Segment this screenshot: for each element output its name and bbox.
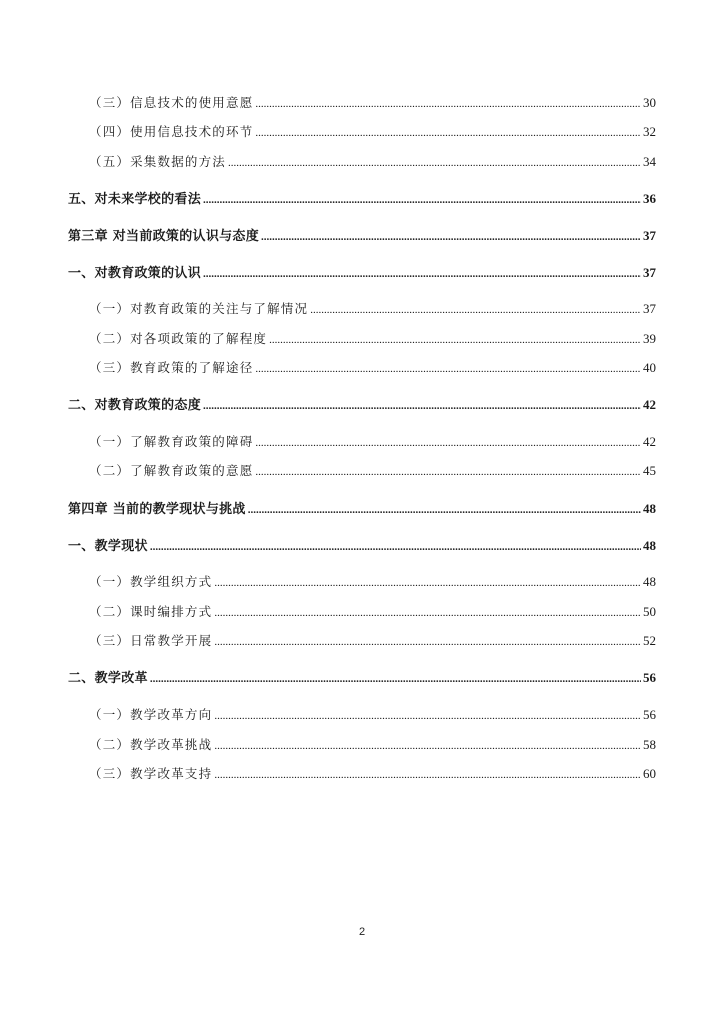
- toc-entry-title: 二、教学改革: [68, 671, 148, 686]
- toc-entry-title: 二、对教育政策的态度: [68, 398, 202, 413]
- toc-page-number: 52: [643, 633, 656, 648]
- toc-page-number: 37: [643, 301, 656, 316]
- toc-entry-title: （一）教学组织方式: [89, 574, 213, 589]
- toc-entry-title: （三）教育政策的了解途径: [89, 360, 254, 375]
- toc-entry[interactable]: [89, 602, 656, 622]
- toc-entry[interactable]: [89, 735, 656, 755]
- toc-leader-dots: [203, 263, 641, 284]
- toc-page-number: 36: [643, 191, 656, 206]
- toc-leader-dots: [203, 395, 641, 416]
- toc-page-number: 37: [643, 228, 656, 243]
- toc-leader-dots: [248, 499, 641, 520]
- toc-leader-dots: [150, 536, 641, 557]
- toc-entry-title: （四）使用信息技术的环节: [89, 124, 254, 139]
- toc-entry-title: （二）课时编排方式: [89, 604, 213, 619]
- toc-entry[interactable]: [89, 358, 656, 378]
- toc-entry-title: 第四章 当前的教学现状与挑战: [68, 502, 246, 517]
- toc-entry-title: 一、对教育政策的认识: [68, 266, 202, 281]
- toc-leader-dots: [255, 432, 641, 453]
- toc-entry-title: （一）了解教育政策的障碍: [89, 434, 254, 449]
- toc-entry[interactable]: [89, 122, 656, 142]
- toc-entry[interactable]: [68, 395, 656, 415]
- toc-leader-dots: [269, 329, 641, 350]
- toc-page-number: 45: [643, 463, 656, 478]
- toc-entry[interactable]: [68, 499, 656, 519]
- toc-leader-dots: [255, 93, 641, 114]
- toc-leader-dots: [214, 572, 641, 593]
- toc-entry-title: 第三章 对当前政策的认识与态度: [68, 229, 260, 244]
- toc-entry-title: （二）对各项政策的了解程度: [89, 331, 268, 346]
- toc-entry[interactable]: [89, 299, 656, 319]
- toc-page-number: 56: [643, 670, 656, 685]
- toc-entry[interactable]: [89, 764, 656, 784]
- toc-leader-dots: [214, 735, 641, 756]
- toc-entry[interactable]: [68, 668, 656, 688]
- toc-page-number: 48: [643, 501, 656, 516]
- toc-page-number: 50: [643, 604, 656, 619]
- toc-entry-title: （一）对教育政策的关注与了解情况: [89, 301, 309, 316]
- toc-entry-title: （二）了解教育政策的意愿: [89, 463, 254, 478]
- toc-entry-title: （一）教学改革方向: [89, 707, 213, 722]
- page-number-footer: 2: [358, 926, 366, 938]
- toc-leader-dots: [261, 226, 641, 247]
- toc-entry[interactable]: [89, 329, 656, 349]
- toc-page-number: 56: [643, 707, 656, 722]
- toc-leader-dots: [150, 668, 641, 689]
- toc-page-number: 60: [643, 766, 656, 781]
- toc-entry-title: （三）教学改革支持: [89, 766, 213, 781]
- toc-page-number: 34: [643, 154, 656, 169]
- toc-leader-dots: [203, 189, 641, 210]
- toc-leader-dots: [255, 358, 641, 379]
- toc-entry-title: （五）采集数据的方法: [89, 154, 227, 169]
- toc-leader-dots: [214, 705, 641, 726]
- toc-page-number: 48: [643, 538, 656, 553]
- toc-entry[interactable]: [89, 631, 656, 651]
- toc-entry[interactable]: [89, 461, 656, 481]
- toc-page-number: 58: [643, 737, 656, 752]
- toc-entry[interactable]: [68, 536, 656, 556]
- toc-entry[interactable]: [68, 189, 656, 209]
- toc-entry[interactable]: [68, 226, 656, 246]
- toc-entry-title: 五、对未来学校的看法: [68, 192, 202, 207]
- toc-entry[interactable]: [89, 572, 656, 592]
- toc-leader-dots: [214, 602, 641, 623]
- toc-page-number: 30: [643, 95, 656, 110]
- toc-leader-dots: [214, 631, 641, 652]
- toc-entry-title: 一、教学现状: [68, 539, 148, 554]
- toc-entry-title: （三）信息技术的使用意愿: [89, 95, 254, 110]
- toc-entry-title: （三）日常教学开展: [89, 633, 213, 648]
- toc-entry[interactable]: [89, 432, 656, 452]
- toc-leader-dots: [228, 152, 641, 173]
- toc-page-number: 39: [643, 331, 656, 346]
- toc-leader-dots: [255, 122, 641, 143]
- toc-entry[interactable]: [89, 705, 656, 725]
- toc-entry[interactable]: [89, 152, 656, 172]
- toc-entry[interactable]: [89, 93, 656, 113]
- toc-leader-dots: [255, 461, 641, 482]
- toc-page-number: 42: [643, 397, 656, 412]
- toc-page-number: 42: [643, 434, 656, 449]
- toc-leader-dots: [310, 299, 641, 320]
- toc-page-number: 32: [643, 124, 656, 139]
- toc-leader-dots: [214, 764, 641, 785]
- toc-page-number: 37: [643, 265, 656, 280]
- toc-entry-title: （二）教学改革挑战: [89, 737, 213, 752]
- toc-entry[interactable]: [68, 263, 656, 283]
- toc-page-number: 48: [643, 574, 656, 589]
- toc-page-number: 40: [643, 360, 656, 375]
